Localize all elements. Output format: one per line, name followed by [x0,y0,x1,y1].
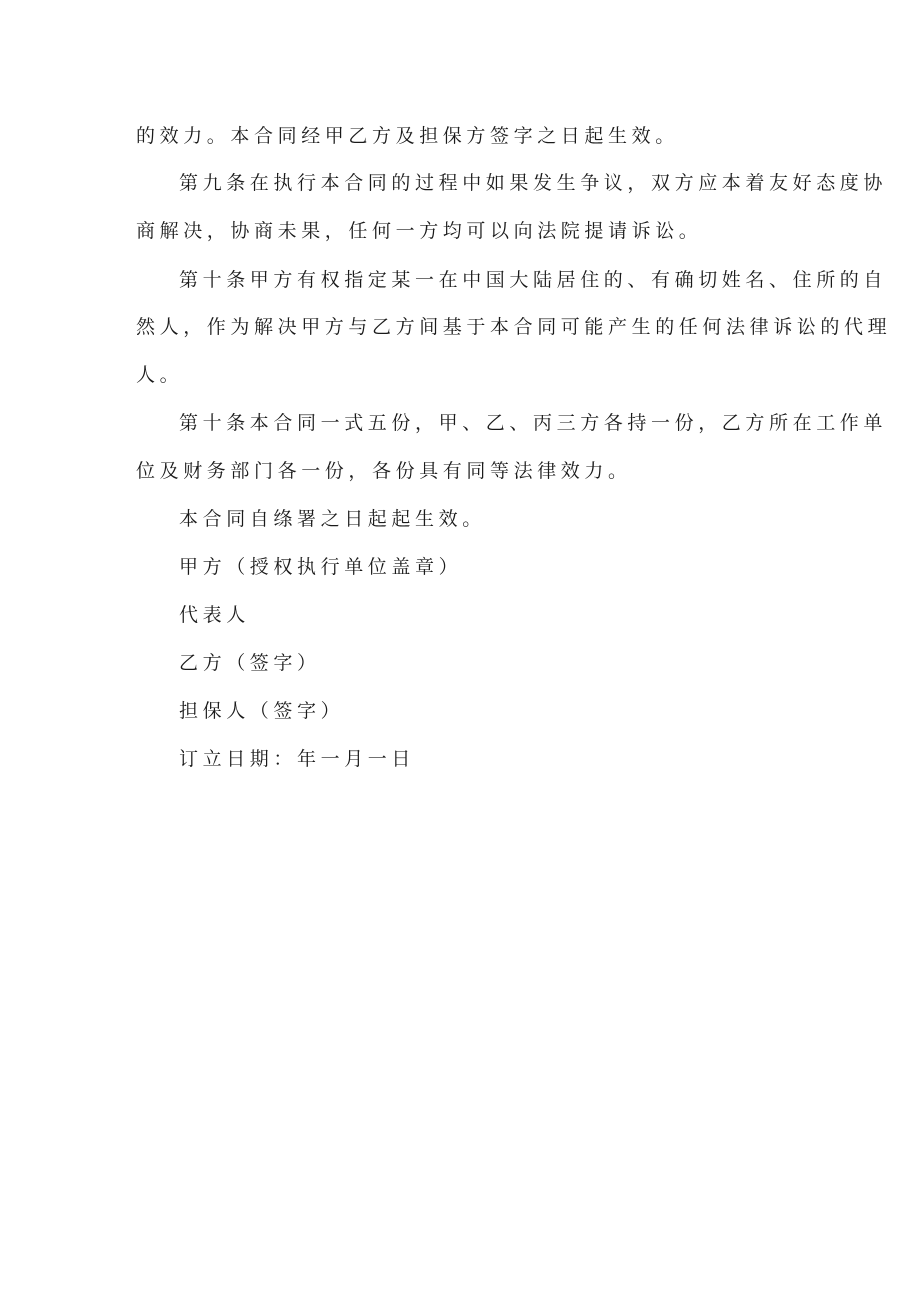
clause-9-line-1: 第九条在执行本合同的过程中如果发生争议，双方应本着友好态度协 [179,172,888,194]
party-b-signature-label: 乙方（签字） [179,652,321,674]
effective-statement: 本合同自绦署之日起起生效。 [179,508,486,530]
representative-label: 代表人 [179,604,250,626]
clause-11-line-1: 第十条本合同一式五份，甲、乙、丙三方各持一份，乙方所在工作单 [179,412,888,434]
clause-9-line-2: 商解决，协商未果，任何一方均可以向法院提请诉讼。 [136,220,703,242]
signing-date-label: 订立日期：年一月一日 [179,748,416,770]
clause-10-line-3: 人。 [136,364,184,386]
party-a-signature-label: 甲方（授权执行单位盖章） [179,556,463,578]
clause-11-line-2: 位及财务部门各一份，各份具有同等法律效力。 [136,460,632,482]
clause-8-tail: 的效力。本合同经甲乙方及担保方签字之日起生效。 [136,125,679,147]
guarantor-signature-label: 担保人（签字） [179,700,345,722]
clause-10-line-2: 然人，作为解决甲方与乙方间基于本合同可能产生的任何法律诉讼的代理 [136,316,892,338]
clause-10-line-1: 第十条甲方有权指定某一在中国大陆居住的、有确切姓名、住所的自 [179,269,888,291]
